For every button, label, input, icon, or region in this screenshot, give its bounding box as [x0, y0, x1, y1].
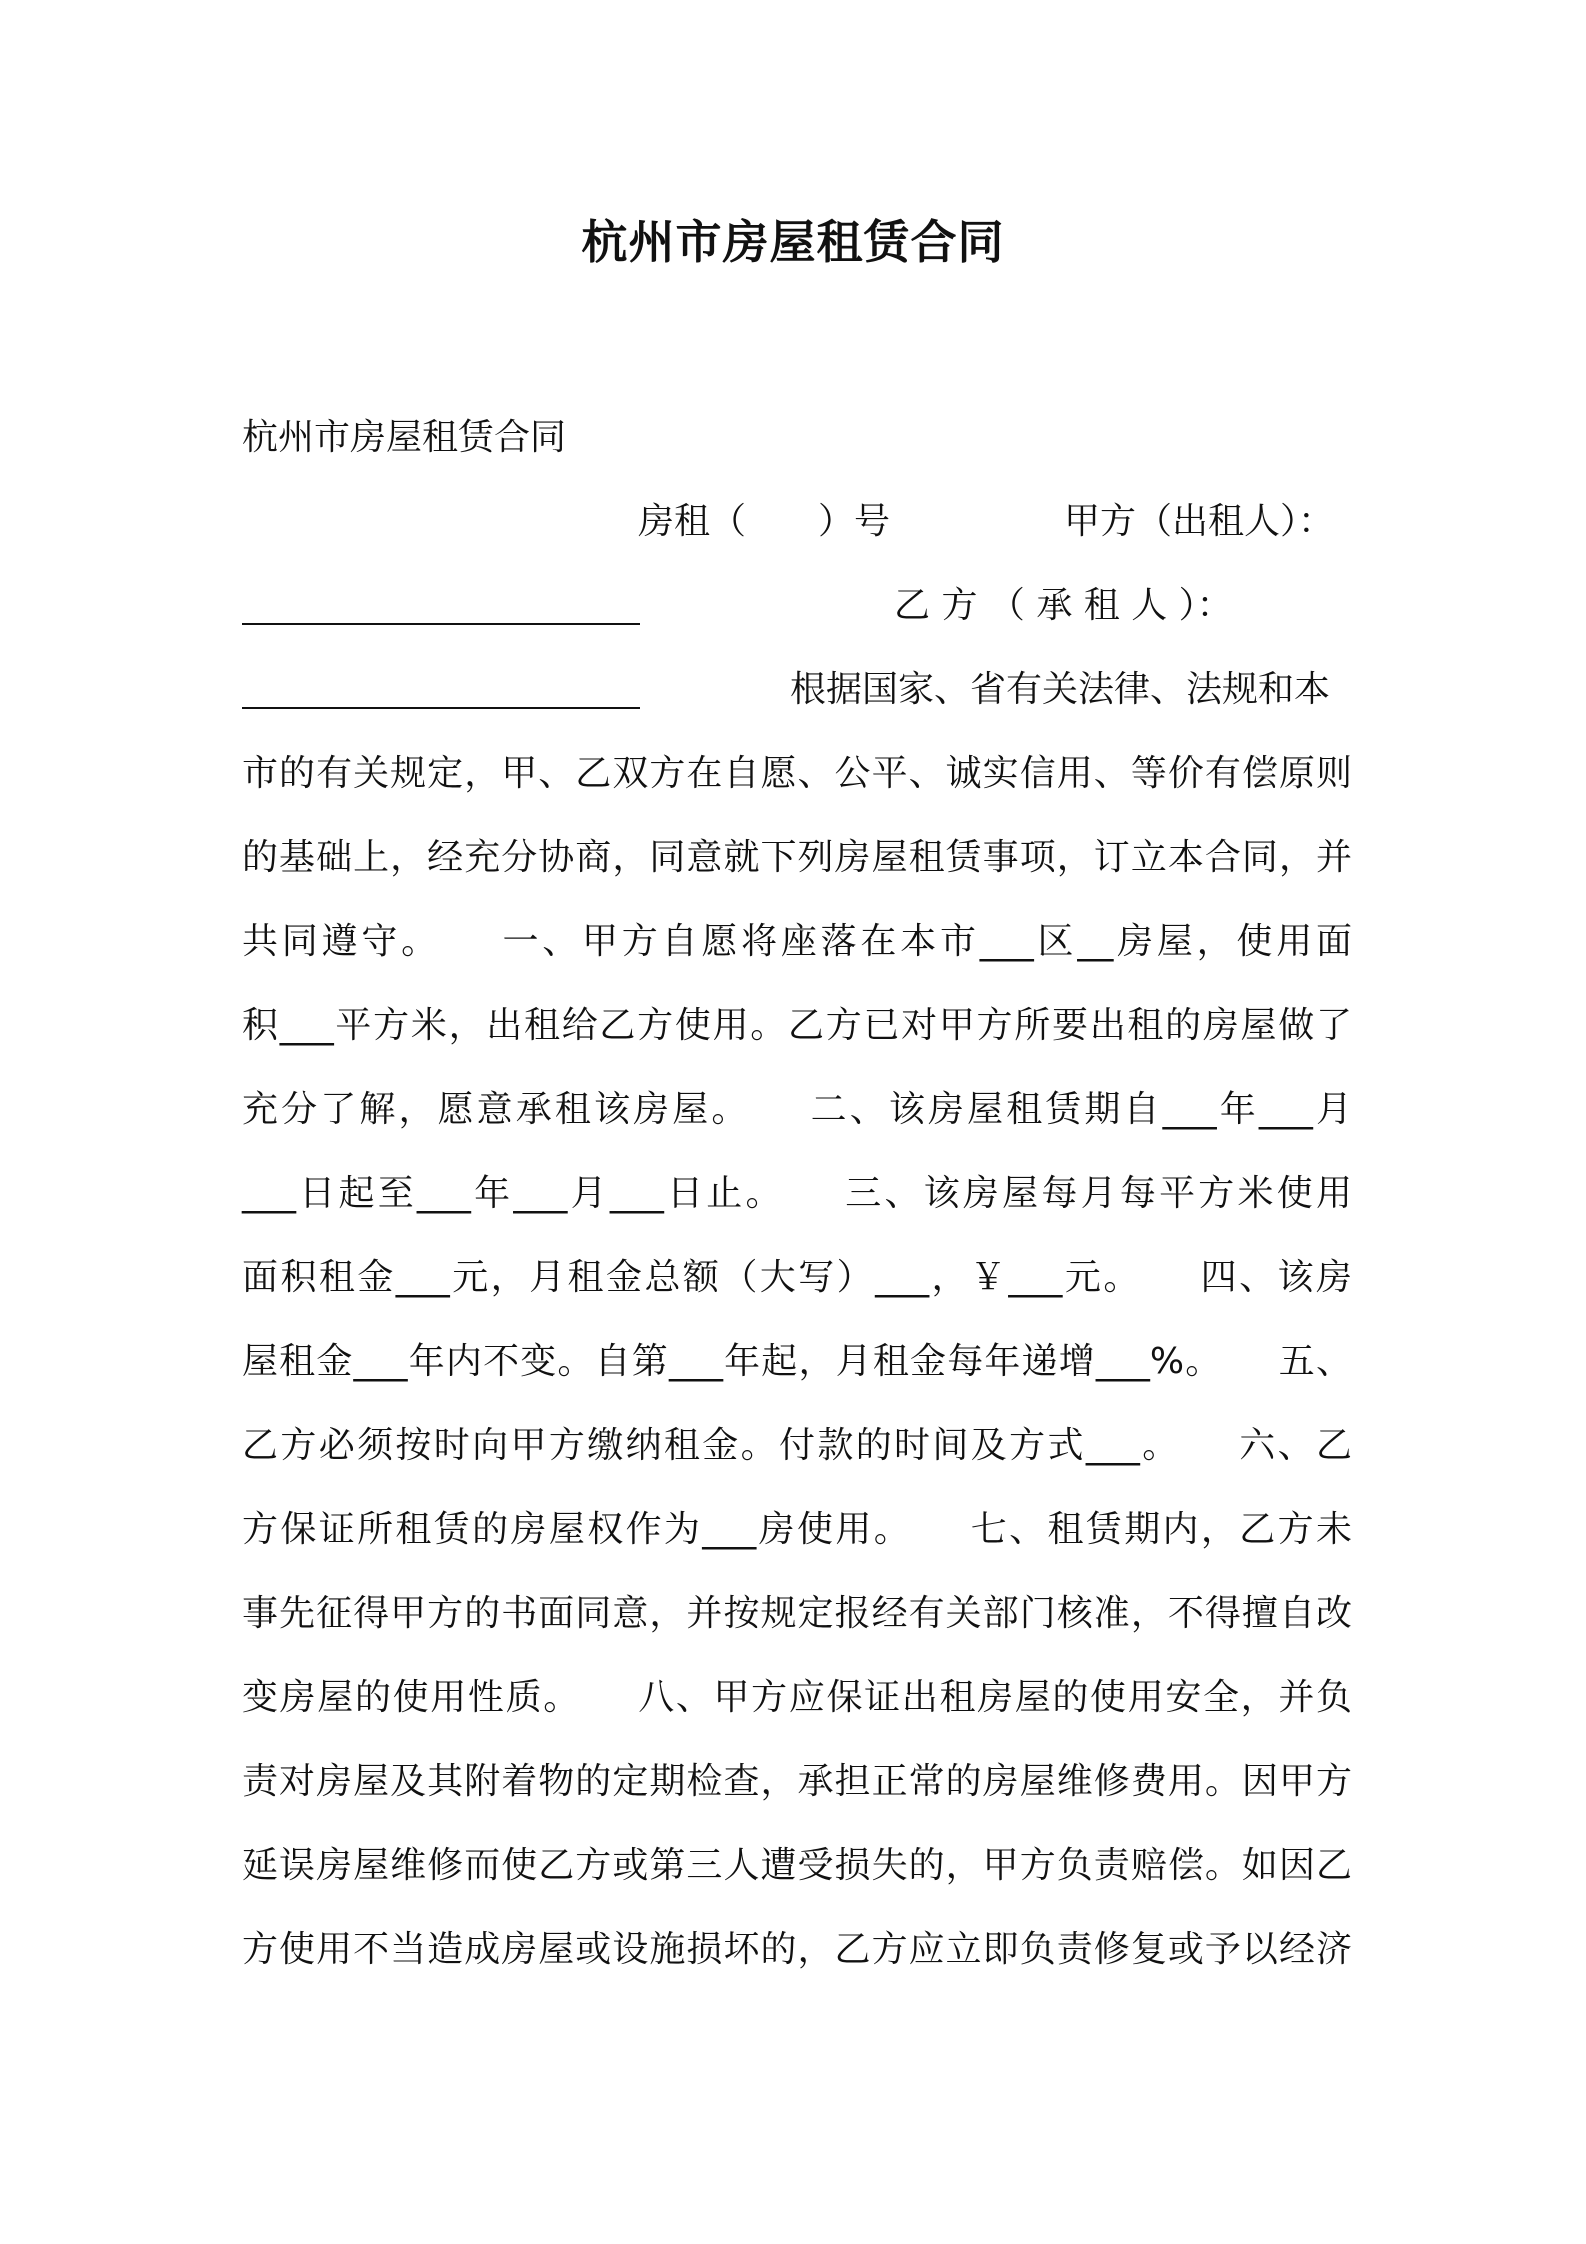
body-line: 方使用不当造成房屋或设施损坏的，乙方应立即负责修复或予以经济	[242, 1929, 1352, 1970]
body-line: 责对房屋及其附着物的定期检查，承担正常的房屋维修费用。因甲方	[242, 1761, 1352, 1802]
header-line-1	[242, 492, 1352, 552]
header-line-2	[242, 576, 1352, 636]
body-line: ___日起至___年___月___日止。 三、该房屋每月每平方米使用	[242, 1173, 1352, 1214]
body-line: 变房屋的使用性质。 八、甲方应保证出租房屋的使用安全，并负	[242, 1677, 1352, 1718]
body-line: 乙方必须按时向甲方缴纳租金。付款的时间及方式___。 六、乙	[242, 1425, 1352, 1466]
subtitle-line	[242, 408, 1352, 468]
body-line: 的基础上，经充分协商，同意就下列房屋租赁事项，订立本合同，并	[242, 837, 1352, 878]
body-line: 延误房屋维修而使乙方或第三人遭受损失的，甲方负责赔偿。如因乙	[242, 1845, 1352, 1886]
body-line: 市的有关规定，甲、乙双方在自愿、公平、诚实信用、等价有偿原则	[242, 753, 1352, 794]
header-line-3	[242, 660, 1352, 720]
body-line: 方保证所租赁的房屋权作为___房使用。 七、租赁期内，乙方未	[242, 1509, 1352, 1550]
body-line: 积___平方米，出租给乙方使用。乙方已对甲方所要出租的房屋做了	[242, 1005, 1352, 1046]
body-line: 事先征得甲方的书面同意，并按规定报经有关部门核准，不得擅自改	[242, 1593, 1352, 1634]
basis-clause-start: 根据国家、省有关法律、法规和本	[790, 669, 1331, 710]
document-title: 杭州市房屋租赁合同	[581, 215, 1005, 269]
party-b-blank	[242, 660, 640, 720]
rent-number-label: 房租（ ）号	[638, 501, 891, 542]
body-line: 充分了解，愿意承租该房屋。 二、该房屋租赁期自___年___月	[242, 1089, 1352, 1130]
party-b-label: 乙 方 （ 承 租 人 ）：	[894, 585, 1233, 626]
body-line: 共同遵守。 一、甲方自愿将座落在本市___区__房屋，使用面	[242, 921, 1352, 962]
body-line: 面积租金___元，月租金总额（大写）___，￥___元。 四、该房	[242, 1257, 1352, 1298]
party-a-blank	[242, 576, 640, 636]
party-a-label: 甲方（出租人）：	[1064, 501, 1335, 542]
document-subtitle: 杭州市房屋租赁合同	[242, 417, 567, 458]
body-line: 屋租金___年内不变。自第___年起，月租金每年递增___%。 五、	[242, 1341, 1352, 1382]
